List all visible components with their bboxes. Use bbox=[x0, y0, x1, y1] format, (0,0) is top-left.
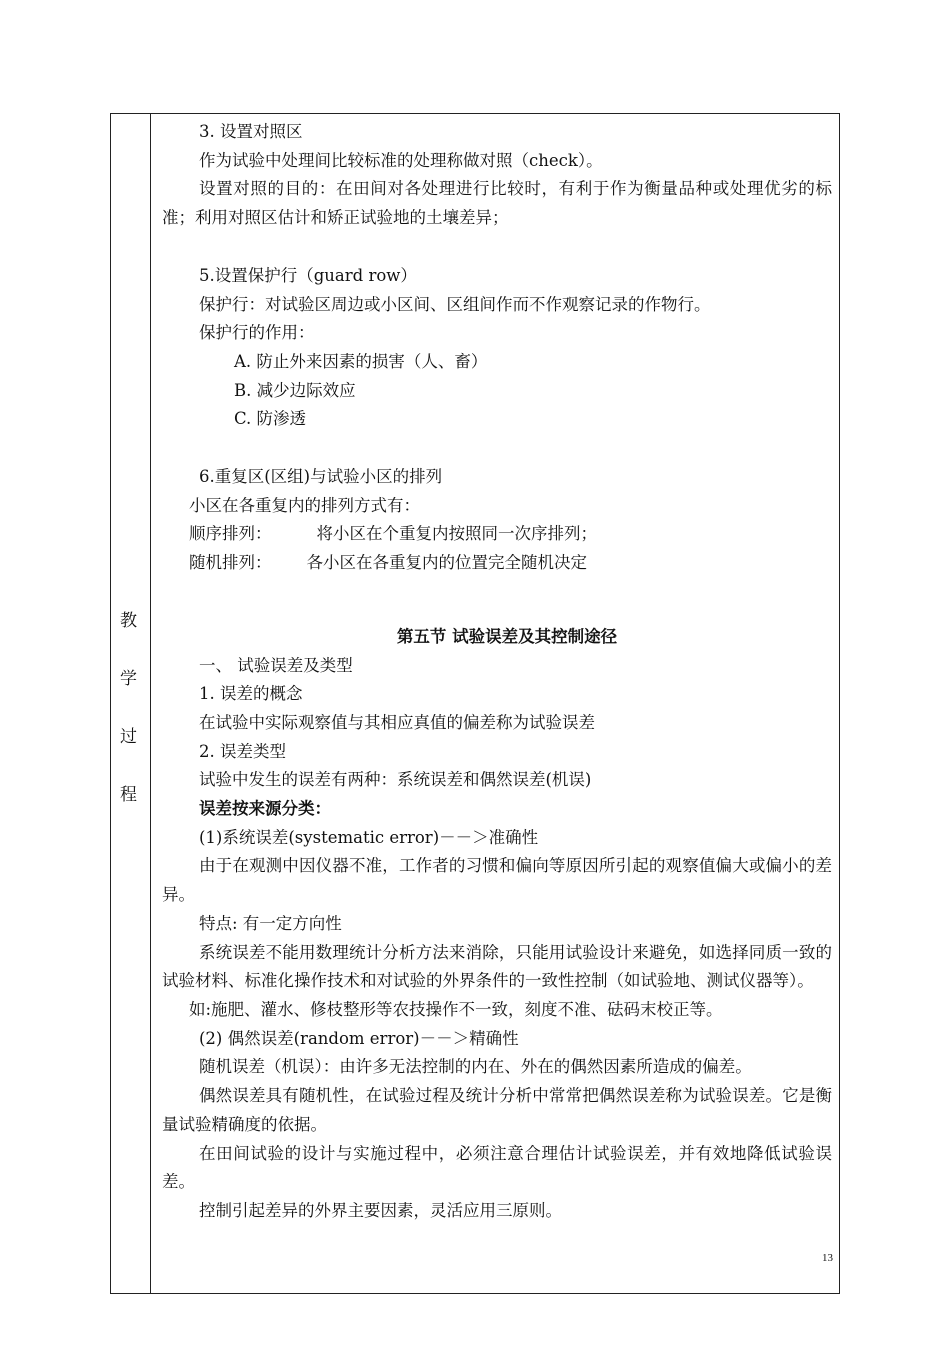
paragraph: 保护行：对试验区周边或小区间、区组间作而不作观察记录的作物行。 bbox=[199, 294, 711, 314]
spacer bbox=[162, 434, 832, 463]
paragraph: 随机误差（机误）：由许多无法控制的内在、外在的偶然因素所造成的偏差。 bbox=[199, 1057, 752, 1077]
spacer bbox=[162, 607, 832, 623]
list-item: C. 防渗透 bbox=[234, 409, 307, 429]
content-cell bbox=[162, 118, 832, 1226]
paragraph: 控制引起差异的外界主要因素，灵活应用三原则。 bbox=[199, 1200, 562, 1220]
term: 随机排列： bbox=[189, 553, 272, 573]
list-item: B. 减少边际效应 bbox=[234, 380, 356, 400]
section-title: 第五节 试验误差及其控制途径 bbox=[396, 626, 618, 646]
side-label-char-4: 程 bbox=[120, 785, 137, 805]
paragraph: 如:施肥、灌水、修枝整形等农技操作不一致，刻度不准、砝码末校正等。 bbox=[189, 999, 723, 1019]
paragraph: 保护行的作用： bbox=[199, 323, 315, 343]
item-heading: (2) 偶然误差(random error)－－＞精确性 bbox=[199, 1028, 519, 1048]
paragraph: 在田间试验的设计与实施过程中，必须注意合理估计试验误差，并有效地降低试验误差。 bbox=[162, 1143, 832, 1192]
definition: 将小区在个重复内按照同一次序排列； bbox=[316, 524, 597, 544]
side-label-char-1: 教 bbox=[120, 611, 137, 631]
spacer bbox=[162, 233, 832, 262]
spacer bbox=[162, 578, 832, 607]
side-label-char-3: 过 bbox=[120, 727, 137, 747]
paragraph: 作为试验中处理间比较标准的处理称做对照（check）。 bbox=[199, 150, 603, 170]
paragraph: 在试验中实际观察值与其相应真值的偏差称为试验误差 bbox=[199, 712, 595, 732]
item-heading: (1)系统误差(systematic error)－－＞准确性 bbox=[199, 827, 539, 847]
list-item: A. 防止外来因素的损害（人、畜） bbox=[234, 351, 488, 371]
page-number: 13 bbox=[822, 1252, 833, 1264]
paragraph: 试验中发生的误差有两种：系统误差和偶然误差(机误) bbox=[199, 770, 592, 790]
paragraph: 系统误差不能用数理统计分析方法来消除，只能用试验设计来避免，如选择同质一致的试验材料、标准化操作技术和对试验的外界条件的一致性控制（如试验地、测试仪器等）。 bbox=[162, 942, 832, 991]
side-label-char-2: 学 bbox=[120, 669, 137, 689]
column-divider bbox=[150, 113, 151, 1294]
paragraph: 小区在各重复内的排列方式有： bbox=[189, 495, 420, 515]
definition: 各小区在各重复内的位置完全随机决定 bbox=[306, 553, 587, 573]
paragraph: 由于在观测中因仪器不准，工作者的习惯和偏向等原因所引起的观察值偏大或偏小的差异。 bbox=[162, 856, 832, 905]
arrangement-random bbox=[162, 549, 832, 578]
item-heading: 1. 误差的概念 bbox=[199, 684, 303, 704]
term: 顺序排列： bbox=[189, 524, 272, 544]
paragraph: 设置对照的目的：在田间对各处理进行比较时，有利于作为衡量品种或处理优劣的标准；利用对照区估计和矫正试验地的土壤差异； bbox=[162, 179, 832, 228]
item-heading-6: 6.重复区(区组)与试验小区的排列 bbox=[199, 467, 443, 487]
bold-heading: 误差按来源分类： bbox=[199, 799, 331, 819]
arrangement-sequential bbox=[162, 520, 832, 549]
item-heading-5: 5.设置保护行（guard row） bbox=[199, 265, 417, 285]
subsection-title: 一、 试验误差及类型 bbox=[199, 655, 353, 675]
item-heading-3: 3. 设置对照区 bbox=[199, 122, 303, 141]
item-heading: 2. 误差类型 bbox=[199, 741, 286, 761]
paragraph: 特点: 有一定方向性 bbox=[199, 913, 342, 933]
paragraph: 偶然误差具有随机性，在试验过程及统计分析中常常把偶然误差称为试验误差。它是衡量试验精确度的依据。 bbox=[162, 1086, 832, 1134]
